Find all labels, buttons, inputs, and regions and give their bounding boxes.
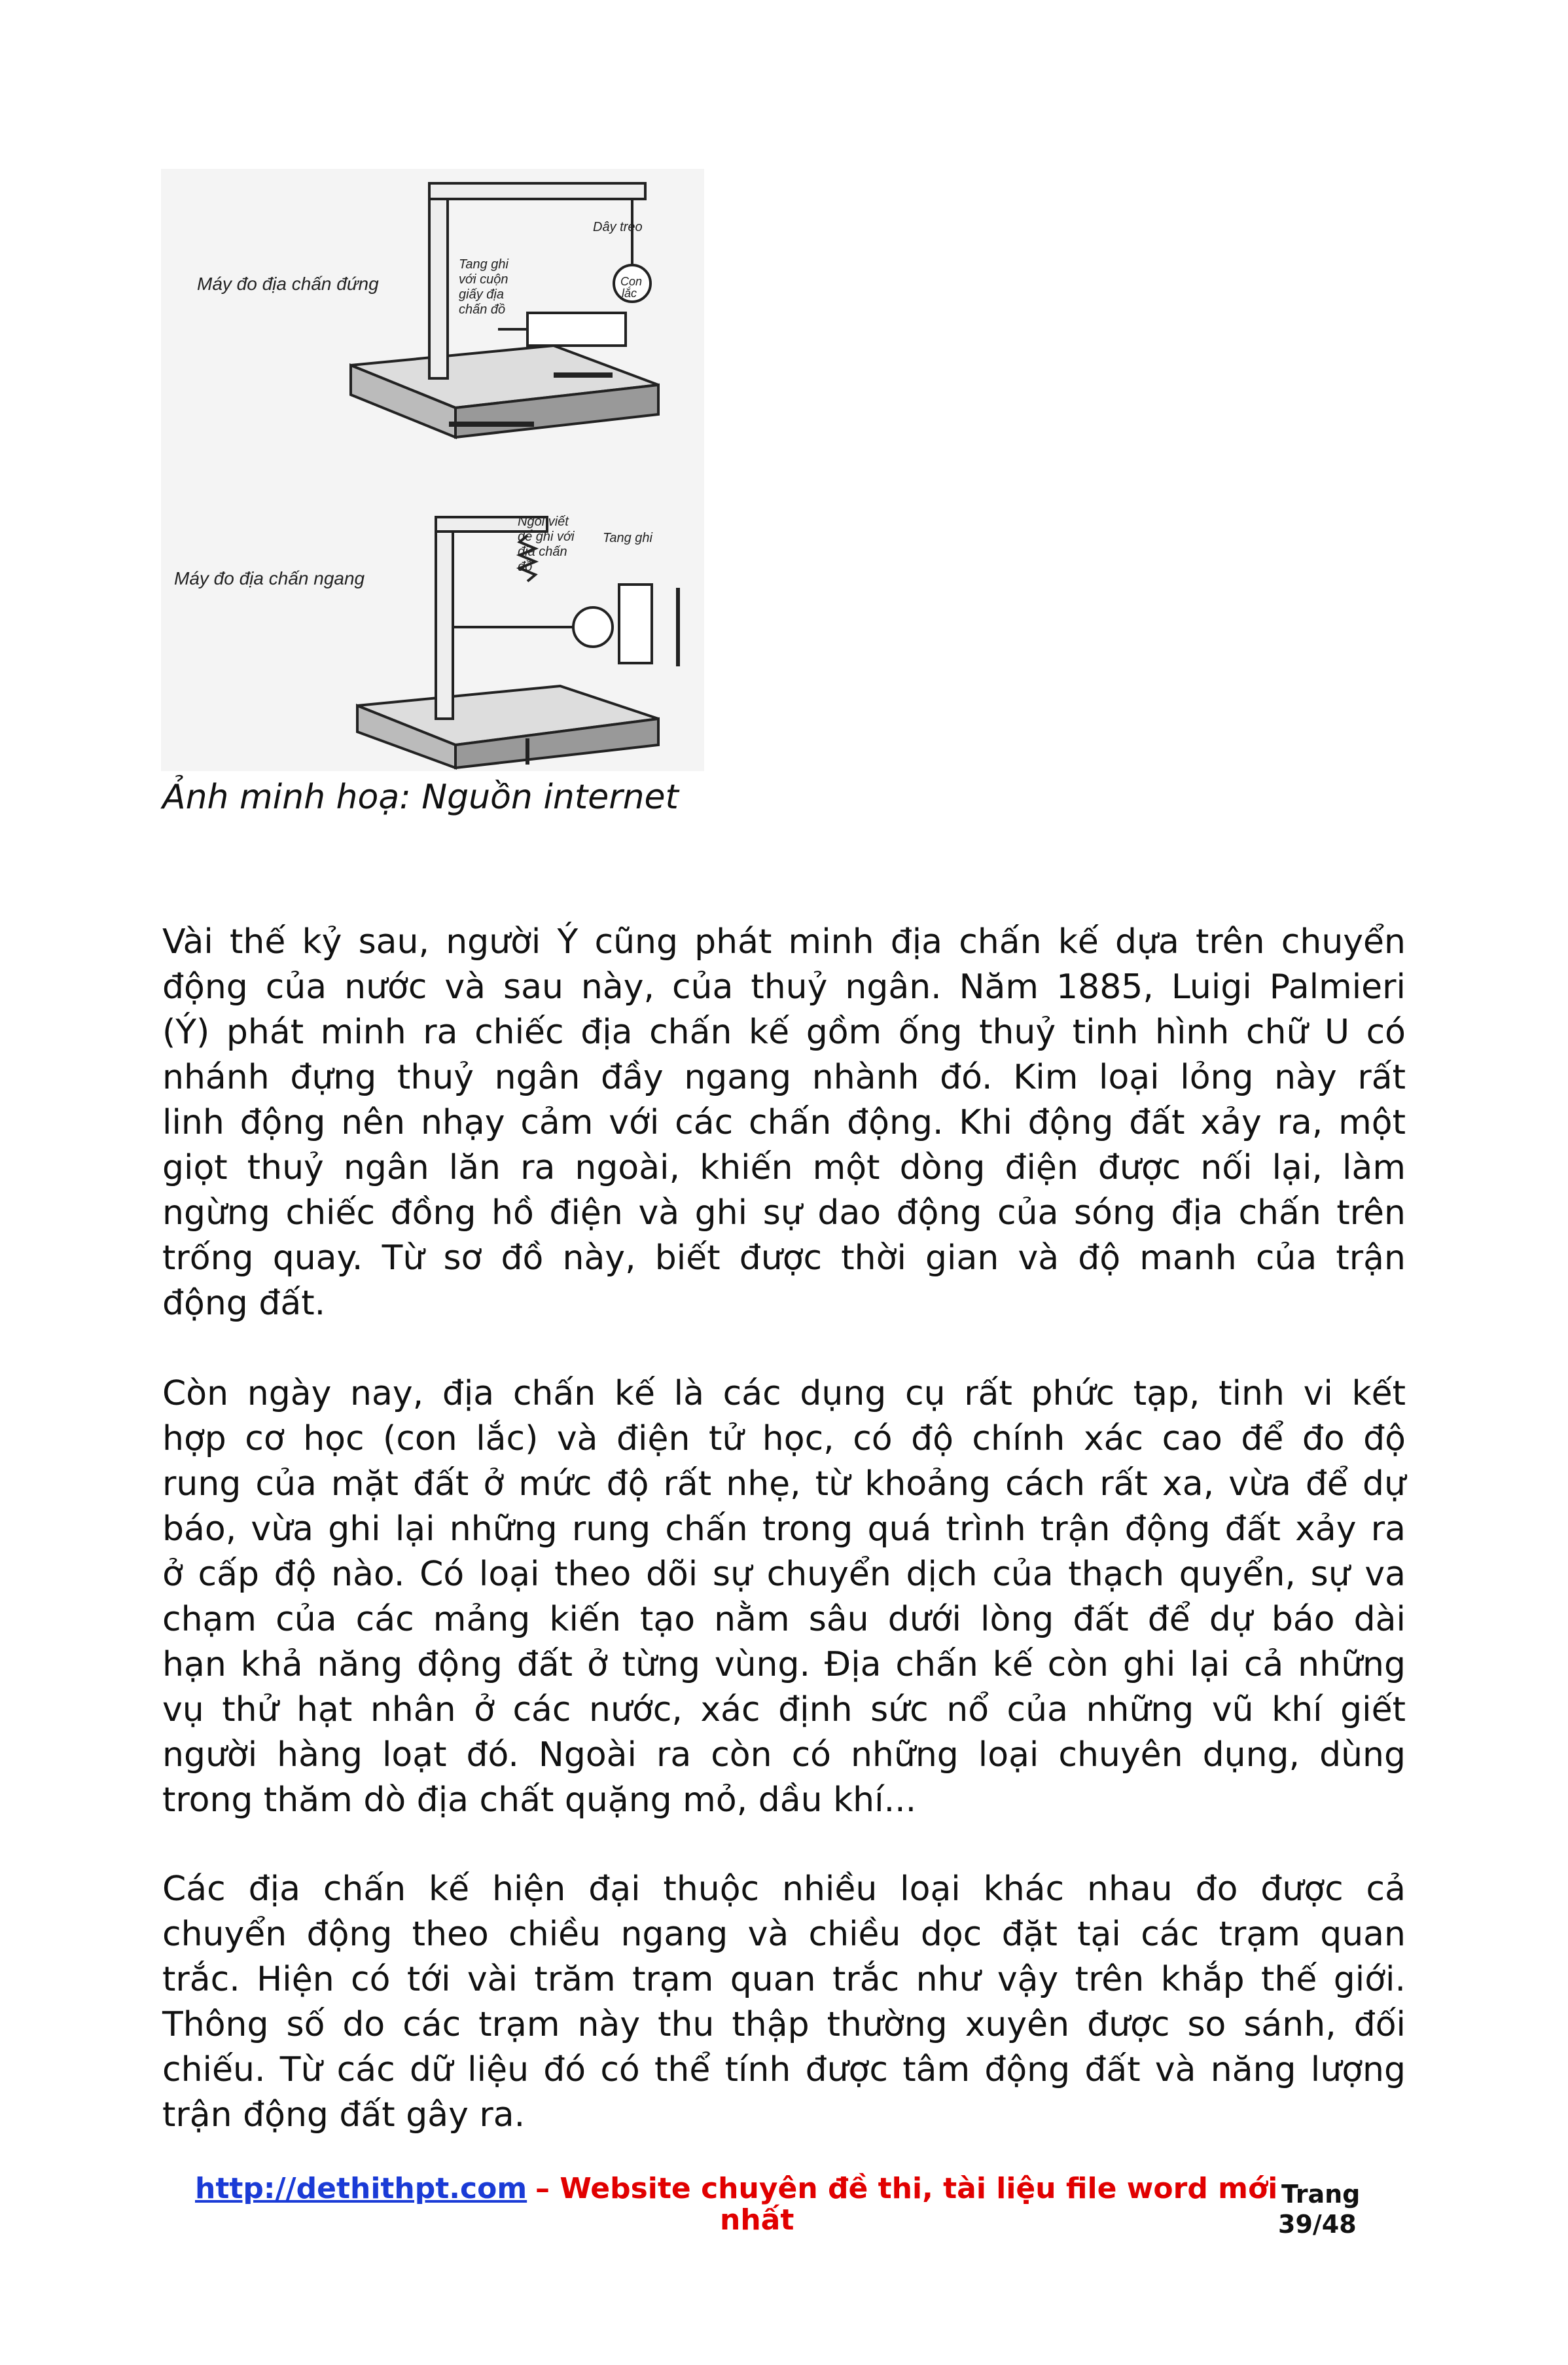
- page-label: Trang: [1281, 2180, 1361, 2209]
- text-line: linh động nên nhạy cảm với các chấn động. Khi động đất xảy ra, một: [162, 1103, 1406, 1142]
- text-line: Thông số do các trạm này thu thập thường xuyên được so sánh, đối: [162, 2005, 1406, 2044]
- text-line: người hàng loạt đó. Ngoài ra còn có những loại chuyên dụng, dùng: [162, 1735, 1406, 1775]
- text-line: trống quay. Từ sơ đồ này, biết được thời gian và độ manh của trận: [162, 1238, 1406, 1278]
- seismograph-illustration: [161, 169, 704, 771]
- text-line: Vài thế kỷ sau, người Ý cũng phát minh địa chấn kế dựa trên chuyển: [162, 922, 1406, 962]
- text-line: (Ý) phát minh ra chiếc địa chấn kế gồm ống thuỷ tinh hình chữ U có: [162, 1013, 1406, 1052]
- text-line: động đất.: [162, 1284, 326, 1323]
- paragraph-2: [162, 1371, 1406, 1823]
- drum-label-2: với cuộn: [459, 272, 508, 287]
- text-line: trắc. Hiện có tới vài trăm trạm quan trắc như vậy trên khắp thế giới.: [162, 1960, 1406, 1999]
- drum-label-4: chấn đồ: [459, 302, 506, 317]
- footer-tagline: – Website chuyên đề thi, tài liệu file word mới: [535, 2172, 1278, 2205]
- pen-label-3: địa chấn: [518, 545, 567, 559]
- pen-label-4: đồ: [518, 560, 533, 574]
- text-line: chạm của các mảng kiến tạo nằm sâu dưới lòng đất để dự báo dài: [162, 1600, 1406, 1639]
- paragraph-1: [162, 920, 1406, 1326]
- pendulum-label-1: Con: [620, 275, 643, 288]
- pen-label-2: để ghi với: [518, 530, 575, 544]
- bottom-drum-label: Tang ghi: [603, 531, 652, 545]
- website-link[interactable]: http://dethithpt.com: [195, 2172, 527, 2205]
- pen-label-1: Ngòi viết: [518, 515, 569, 529]
- page-number: 39/48: [1278, 2210, 1357, 2239]
- text-line: ngừng chiếc đồng hồ điện và ghi sự dao động của sóng địa chấn trên: [162, 1193, 1406, 1233]
- text-line: trong thăm dò địa chất quặng mỏ, dầu khí...: [162, 1780, 917, 1820]
- text-line: nhánh đựng thuỷ ngân đầy ngang nhành đó. Kim loại lỏng này rất: [162, 1058, 1406, 1097]
- footer-tagline-continued: nhất: [720, 2203, 794, 2237]
- horizontal-seismograph-label: Máy đo địa chấn ngang: [174, 568, 365, 588]
- string-label: Dây treo: [593, 220, 643, 234]
- text-line: động của nước và sau này, của thuỷ ngân. Năm 1885, Luigi Palmieri: [162, 967, 1406, 1007]
- pendulum-label-2: lắc: [622, 287, 637, 300]
- drum-label-1: Tang ghi: [459, 257, 508, 272]
- text-line: báo, vừa ghi lại những rung chấn trong quá trình trận động đất xảy ra: [162, 1509, 1406, 1549]
- text-line: hợp cơ học (con lắc) và điện tử học, có độ chính xác cao để đo độ: [162, 1419, 1406, 1458]
- text-line: giọt thuỷ ngân lăn ra ngoài, khiến một dòng điện được nối lại, làm: [162, 1148, 1406, 1187]
- text-line: ở cấp độ nào. Có loại theo dõi sự chuyển dịch của thạch quyển, sự va: [162, 1555, 1406, 1594]
- text-line: chuyển động theo chiều ngang và chiều dọc đặt tại các trạm quan: [162, 1915, 1406, 1954]
- text-line: chiếu. Từ các dữ liệu đó có thể tính được tâm động đất và năng lượng: [162, 2050, 1406, 2089]
- figure-caption: Ảnh minh hoạ: Nguồn internet: [162, 778, 679, 817]
- text-line: vụ thử hạt nhân ở các nước, xác định sức nổ của những vũ khí giết: [162, 1690, 1406, 1729]
- drum-label-3: giấy địa: [459, 287, 504, 302]
- text-line: trận động đất gây ra.: [162, 2095, 526, 2135]
- page-footer: [0, 2172, 1568, 2250]
- text-line: rung của mặt đất ở mức độ rất nhẹ, từ khoảng cách rất xa, vừa để dự: [162, 1464, 1406, 1504]
- text-line: Các địa chấn kế hiện đại thuộc nhiều loại khác nhau đo được cả: [162, 1869, 1406, 1909]
- vertical-seismograph-label: Máy đo địa chấn đứng: [197, 274, 379, 294]
- text-line: Còn ngày nay, địa chấn kế là các dụng cụ rất phức tạp, tinh vi kết: [162, 1374, 1406, 1413]
- paragraph-3: [162, 1867, 1406, 2138]
- text-line: hạn khả năng động đất ở từng vùng. Địa chấn kế còn ghi lại cả những: [162, 1645, 1406, 1684]
